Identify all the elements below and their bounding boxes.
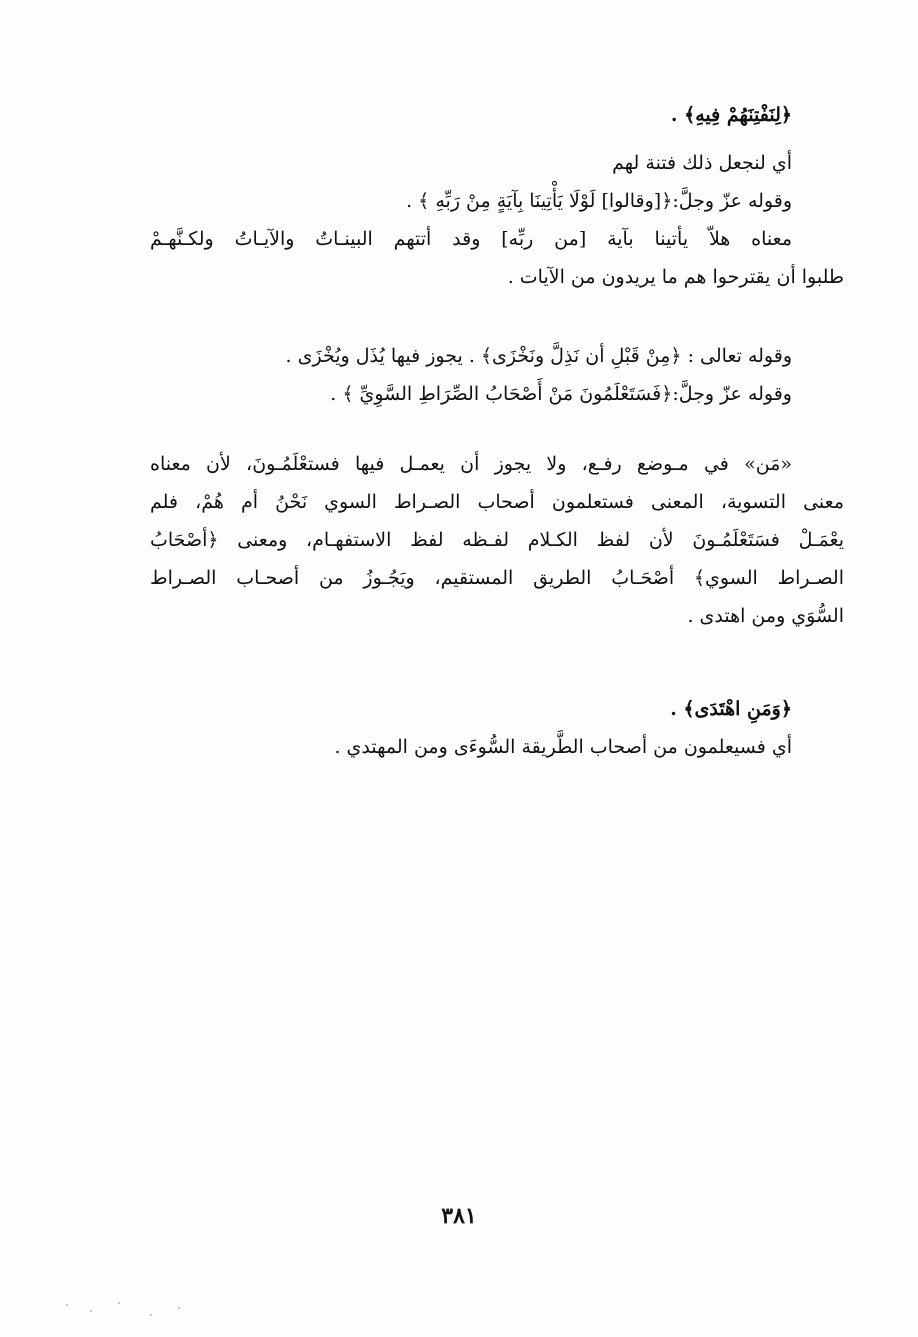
text-section-3: [150, 445, 844, 635]
commentary-line: معناه هلاّ يأتينا بآية [من ربِّه] وقد أتتهم البينـاتُ والآيـاتُ ولكـنَّهـمْ: [150, 228, 792, 250]
quran-verse-line: ﴿لِنَفْتِنَهُمْ فِيهِ﴾ .: [670, 104, 792, 126]
text-section-2: [150, 337, 844, 413]
commentary-line: الصـراط السوي﴾ أصْحَـابُ الطريق المستقيم، ويَجُـوزُ من أصحـاب الصـراط: [150, 567, 844, 589]
quran-verse-line: وقوله عزّ وجلَّ:﴿فَسَتَعْلَمُونَ مَنْ أَصْحَابُ الصِّرَاطِ السَّوِيِّ ﴾ .: [330, 383, 792, 405]
text-section-4: [150, 690, 844, 766]
commentary-line: طلبوا أن يقترحوا هم ما يريدون من الآيات .: [507, 266, 844, 288]
quran-verse-line: وقوله تعالى : ﴿مِنْ قَبْلِ أن نَذِلَّ ونَخْزَى﴾ . يجوز فيها يُذَل ويُخْزَى .: [285, 345, 792, 367]
commentary-line: «مَن» في مـوضع رفـع، ولا يجوز أن يعمـل فيها فستعْلَمُـونَ، لأن معناه: [150, 453, 792, 475]
text-section-1: [150, 96, 844, 296]
commentary-line: يعْمَـلْ فسَتَعْلَمُـونَ لأن لفظ الكـلام لفـظه لفظ الاستفهـام، ومعنى ﴿أصْحَابُ: [150, 529, 844, 551]
page-number: ٣٨١: [441, 1203, 477, 1229]
commentary-line: أي فسيعلمون من أصحاب الطَّريقة السُّوءَى ومن المهتدي .: [334, 736, 792, 758]
commentary-line: السُّوَي ومن اهتدى .: [687, 605, 844, 627]
commentary-line: أي لنجعل ذلك فتنة لهم: [612, 152, 792, 174]
quran-verse-line: ﴿وَمَنِ اهْتَدَى﴾ .: [670, 698, 792, 720]
quran-verse-line: وقوله عزّ وجلَّ:﴿[وقالوا] لَوْلَا يَأْتِينَا بِآيَةٍ مِنْ رَبِّهِ ﴾ .: [406, 190, 792, 212]
commentary-line: معنى التسوية، المعنى فستعلمون أصحاب الصـراط السوي نَحْنُ أم هُمْ، فلم: [150, 491, 844, 513]
scan-specks: [60, 1300, 200, 1320]
